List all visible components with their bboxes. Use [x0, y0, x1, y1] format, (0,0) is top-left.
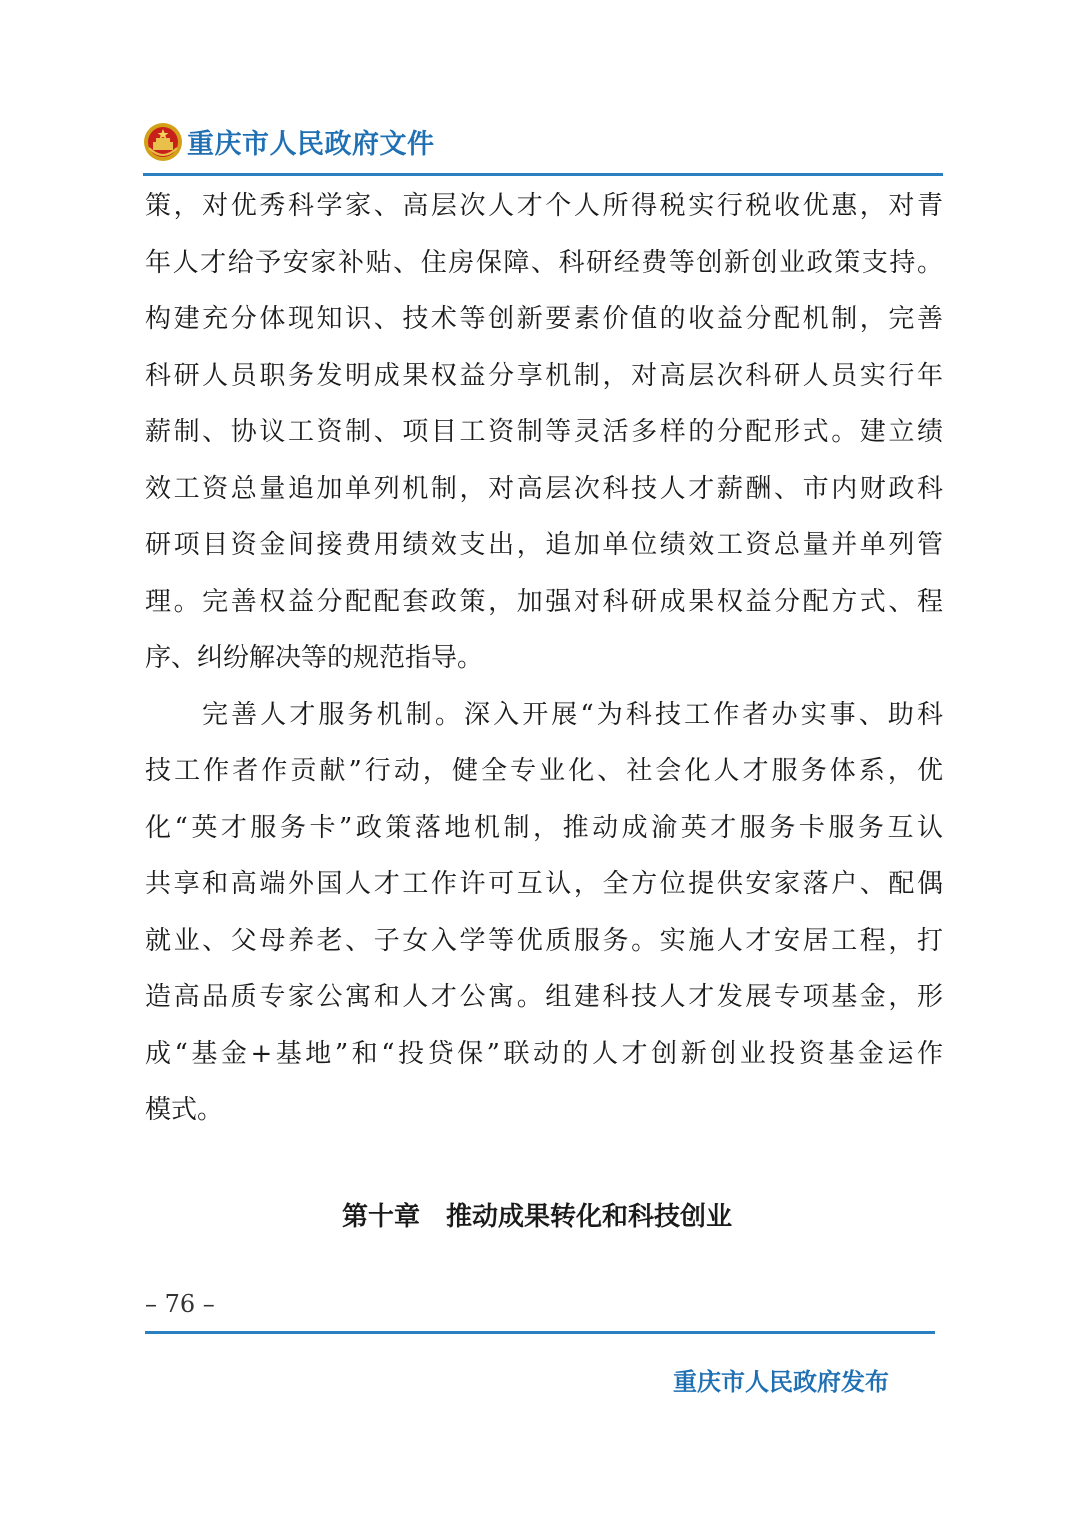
text-line: 年人才给予安家补贴、住房保障、科研经费等创新创业政策支持。 — [145, 247, 943, 278]
document-header — [143, 118, 943, 174]
text-line: 序、纠纷解决等的规范指导。 — [145, 643, 484, 673]
paragraph-talent-service — [145, 687, 943, 1139]
text-line: 完善人才服务机制。深入开展“为科技工作者办实事、助科 — [202, 699, 943, 730]
text-line: 技工作者作贡献”行动，健全专业化、社会化人才服务体系，优 — [145, 756, 943, 786]
footer-divider — [145, 1331, 935, 1334]
body-content — [145, 178, 943, 1139]
text-line: 共享和高端外国人才工作许可互认，全方位提供安家落户、配偶 — [145, 869, 943, 899]
text-line: 模式。 — [145, 1095, 224, 1125]
text-line: 构建充分体现知识、技术等创新要素价值的收益分配机制，完善 — [145, 304, 943, 334]
text-line: 造高品质专家公寓和人才公寓。组建科技人才发展专项基金，形 — [145, 982, 943, 1012]
national-emblem-icon — [143, 122, 183, 162]
text-line: 就业、父母养老、子女入学等优质服务。实施人才安居工程，打 — [145, 925, 943, 956]
text-line: 效工资总量追加单列机制，对高层次科技人才薪酬、市内财政科 — [145, 473, 943, 504]
paragraph-income-distribution — [145, 178, 943, 687]
chapter-title: 第十章 推动成果转化和科技创业 — [341, 1202, 732, 1232]
header-title: 重庆市人民政府文件 — [187, 129, 435, 160]
text-line: 理。完善权益分配配套政策，加强对科研成果权益分配方式、程 — [145, 586, 943, 617]
text-line: 化“英才服务卡”政策落地机制，推动成渝英才服务卡服务互认 — [145, 812, 943, 843]
text-line: 科研人员职务发明成果权益分享机制，对高层次科研人员实行年 — [145, 360, 943, 391]
header-divider — [143, 173, 943, 176]
text-line: 策，对优秀科学家、高层次人才个人所得税实行税收优惠，对青 — [145, 191, 943, 221]
text-line: 成“基金+基地”和“投贷保”联动的人才创新创业投资基金运作 — [145, 1038, 943, 1069]
page-number: – 76 – — [145, 1290, 215, 1318]
footer-publisher: 重庆市人民政府发布 — [673, 1367, 889, 1396]
text-line: 研项目资金间接费用绩效支出，追加单位绩效工资总量并单列管 — [145, 530, 943, 560]
text-line: 薪制、协议工资制、项目工资制等灵活多样的分配形式。建立绩 — [145, 417, 943, 447]
